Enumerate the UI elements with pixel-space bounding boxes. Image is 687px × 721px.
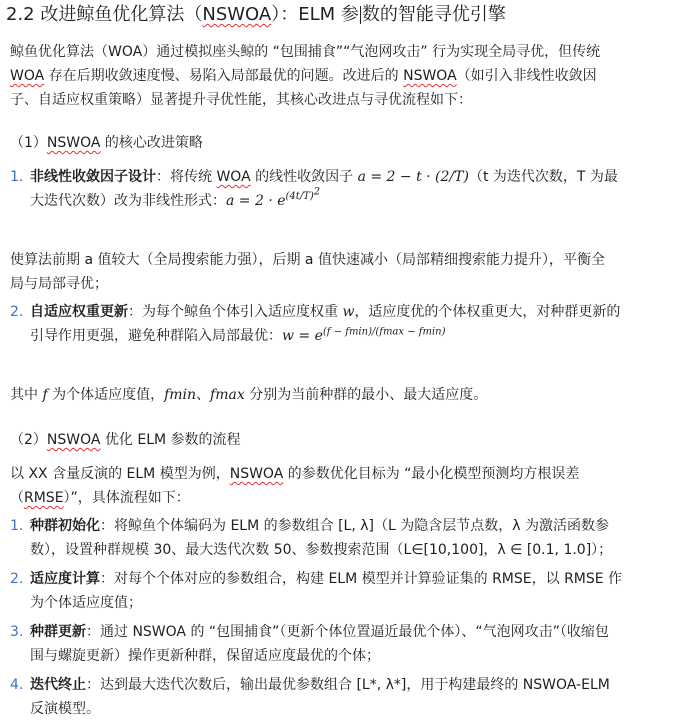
strategy-item-2: 2. 自适应权重更新：为每个鲸鱼个体引入适应度权重 w，适应度优的个体权重更大，对种群更新的 引导作用更强，避免种群陷入局部最优：$w = e^{(f - fmin)/(fmax - fmin)}$	[10, 300, 675, 348]
flow-step-1: 1. 种群初始化：将鲸鱼个体编码为 ELM 的参数组合 [L, λ]（L 为隐含层节点数，λ 为激活函数参 数），设置种群规模 30、最大迭代次数 50、参数搜索范围（L∈[10,100]，λ ∈ [0.1, 1.0]）；	[10, 518, 613, 558]
flow-step-4: 4. 迭代终止：达到最大迭代次数后，输出最优参数组合 [L*, λ*]，用于构建最终的 NSWOA-ELM 反演模型。	[10, 677, 610, 717]
formula-weight: $w = e^{(f - fmin)/(fmax - fmin)}$	[282, 326, 446, 344]
title-end: 数的智能寻优引擎	[361, 4, 506, 25]
flow-step-3: 3. 种群更新：通过 NSWOA 的 “包围捕食”（更新个体位置逼近最优个体）、“气泡网攻击”（收缩包 围与螺旋更新）操作更新种群，保留适应度最优的个体；	[10, 624, 609, 664]
text-cursor	[360, 6, 361, 24]
title-mid: ）：ELM 参	[271, 4, 359, 25]
para-4-line-1: 以 XX 含量反演的 ELM 模型为例，NSWOA 的参数优化目标为 “最小化模型预测均方根误差	[10, 466, 580, 482]
item-label: 非线性收敛因子设计	[30, 169, 156, 185]
subsection-1-heading: （1）NSWOA 的核心改进策略	[10, 135, 203, 151]
section-title	[6, 2, 506, 28]
intro-line-3: 子、自适应权重策略）显著提升寻优性能，其核心改进点与寻优流程如下：	[10, 92, 472, 108]
para-2-line-2: 局与局部寻优；	[10, 276, 108, 292]
title-tag: NSWOA	[202, 4, 272, 25]
title-prefix: 2.2 改进鲸鱼优化算法（	[6, 4, 203, 25]
para-4-line-2: （RMSE）”，具体流程如下：	[10, 490, 190, 506]
para-3: 其中 f 为个体适应度值，fmin、fmax 分别为当前种群的最小、最大适应度。	[10, 387, 488, 403]
strategy-item-1: 1. 非线性收敛因子设计：将传统 WOA 的线性收敛因子 a = 2 − t · (2/T)（t 为迭代次数，T 为最 大迭代次数）改为非线性形式：$a = 2 \cdot e^{(4t/T)^2}$	[10, 165, 675, 213]
formula-nonlinear: $a = 2 \cdot e^{(4t/T)^2}$	[226, 187, 321, 209]
flow-step-2: 2. 适应度计算：对每个个体对应的参数组合，构建 ELM 模型并计算验证集的 RMSE，以 RMSE 作 为个体适应度值；	[10, 571, 623, 611]
para-2-line-1: 使算法前期 a 值较大（全局搜索能力强），后期 a 值快速减小（局部精细搜索能力提升），平衡全	[10, 252, 605, 268]
intro-line-2: WOA 存在后期收敛速度慢、易陷入局部最优的问题。改进后的 NSWOA（如引入非线性收敛因	[10, 68, 597, 84]
formula-linear: a = 2 − t · (2/T)	[357, 169, 469, 185]
item-label: 自适应权重更新	[30, 304, 128, 320]
subsection-2-heading: （2）NSWOA 优化 ELM 参数的流程	[10, 432, 241, 448]
item-number: 1.	[10, 169, 24, 185]
intro-line-1: 鲸鱼优化算法（WOA）通过模拟座头鲸的 “包围捕食”“气泡网攻击” 行为实现全局寻优，但传统	[10, 44, 601, 60]
item-number: 2.	[10, 304, 24, 320]
